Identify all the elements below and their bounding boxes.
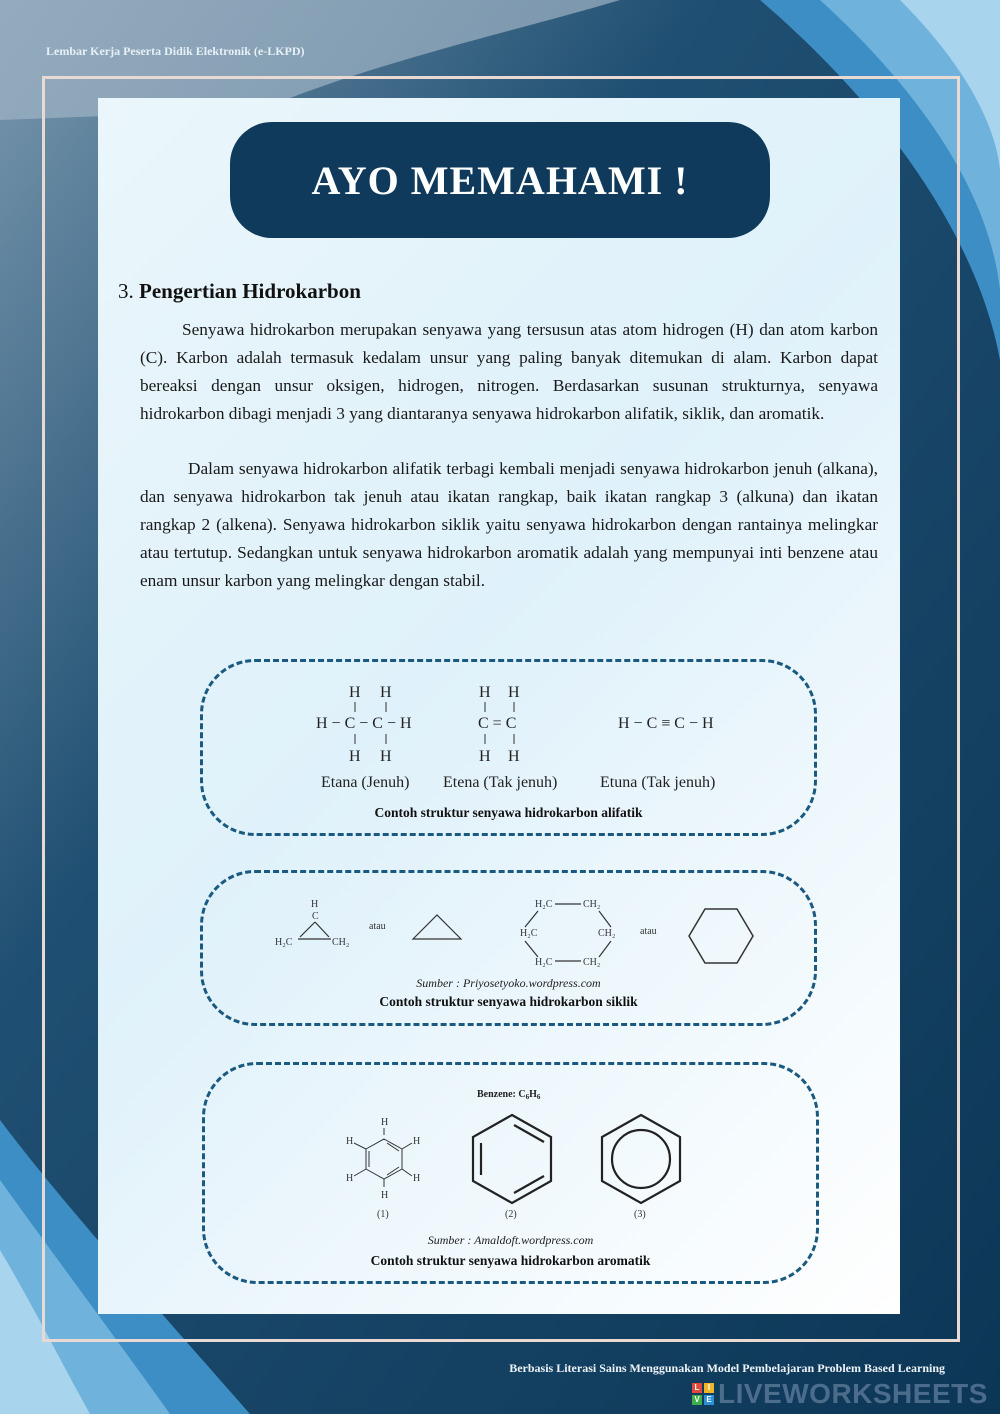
- atom-label: H: [380, 748, 392, 765]
- section-title: Pengertian Hidrokarbon: [139, 279, 361, 303]
- label-etena: Etena (Tak jenuh): [443, 774, 558, 791]
- title-banner: [230, 122, 770, 238]
- atom-label: H: [479, 748, 491, 765]
- atom-label: H: [349, 684, 361, 701]
- atom-label: H − C ≡ C − H: [618, 715, 714, 732]
- atom-label: atau: [369, 921, 386, 932]
- aromatic-structures: [205, 1077, 822, 1237]
- label-etuna: Etuna (Tak jenuh): [600, 774, 716, 791]
- atom-label: H₂C: [535, 899, 553, 910]
- benzene-ring-1: [366, 1139, 402, 1179]
- aromatic-circle: [612, 1130, 670, 1188]
- atom-label: CH₂: [332, 937, 350, 948]
- atom-label: H: [381, 1190, 389, 1201]
- atom-label: H₂C: [535, 957, 553, 968]
- figure-siklik: [200, 870, 817, 1026]
- atom-label: H: [413, 1173, 421, 1184]
- header-text: Lembar Kerja Peserta Didik Elektronik (e-LKPD): [46, 44, 305, 58]
- atom-label: H: [349, 748, 361, 765]
- atom-label: H: [508, 684, 520, 701]
- atom-label: H: [380, 684, 392, 701]
- benzene-ring-2: [473, 1115, 551, 1203]
- atom-label: CH₂: [583, 957, 601, 968]
- atom-label: H₂C: [520, 928, 538, 939]
- atom-label: C = C: [478, 715, 517, 732]
- footer-text: Berbasis Literasi Sains Menggunakan Model Pembelajaran Problem Based Learning: [509, 1361, 945, 1375]
- atom-label: H − C − C − H: [316, 715, 412, 732]
- figure-aromatik: [202, 1062, 819, 1284]
- atom-label: H₂C: [275, 937, 293, 948]
- page-title: AYO MEMAHAMI !: [311, 157, 689, 203]
- atom-label: H: [311, 899, 319, 910]
- paragraph-1: Senyawa hidrokarbon merupakan senyawa yang tersusun atas atom hidrogen (H) dan atom karbon (C). Karbon adalah termasuk kedalam unsur yang paling banyak ditemukan di alam. Karbon dapat bereaksi dengan unsur oksigen, hidrogen, nitrogen. Berdasarkan susunan strukturnya, senyawa hidrokarbon dibagi menjadi 3 yang diantaranya senyawa hidrokarbon alifatik, siklik, dan aromatik.: [140, 320, 878, 423]
- cyclic-structures: [203, 889, 820, 989]
- atom-label: H: [346, 1173, 354, 1184]
- source-aromatik: Sumber : Amaldoft.wordpress.com: [427, 1233, 594, 1247]
- liveworksheets-watermark: [692, 1378, 988, 1410]
- caption-siklik: Contoh struktur senyawa hidrokarbon siklik: [379, 994, 638, 1009]
- triangle-shape: [413, 915, 461, 939]
- label-etana: Etana (Jenuh): [321, 774, 410, 791]
- number-1: (1): [377, 1209, 389, 1220]
- logo-letter: L: [692, 1383, 702, 1393]
- section-number: 3.: [118, 279, 134, 303]
- benzene-title: Benzene: $C_6H_6$: [477, 1089, 541, 1101]
- atom-label: H: [346, 1136, 354, 1147]
- benzene-ring-3: [602, 1115, 680, 1203]
- atom-label: H: [479, 684, 491, 701]
- hexagon-shape: [689, 909, 753, 963]
- section-heading: [118, 279, 361, 304]
- logo-letter: I: [704, 1383, 714, 1393]
- atom-label: atau: [640, 926, 657, 937]
- atom-label: H: [508, 748, 520, 765]
- paragraph-2: Dalam senyawa hidrokarbon alifatik terbagi kembali menjadi senyawa hidrokarbon jenuh (alkana), dan senyawa hidrokarbon tak jenuh atau ikatan rangkap, baik ikatan rangkap 3 (alkuna) dan ikatan rangkap 2 (alkena). Senyawa hidrokarbon siklik yaitu senyawa hidrokarbon dengan rantainya melingkar atau tertutup. Sedangkan untuk senyawa hidrokarbon aromatik adalah yang mempunyai inti benzene atau enam unsur karbon yang melingkar dengan stabil.: [140, 459, 878, 590]
- atom-label: H: [413, 1136, 421, 1147]
- figure-alifatik: [200, 659, 817, 836]
- atom-label: CH₂: [598, 928, 616, 939]
- aliphatic-structures: [203, 672, 820, 782]
- number-2: (2): [505, 1209, 517, 1220]
- atom-label: CH₂: [583, 899, 601, 910]
- number-3: (3): [634, 1209, 646, 1220]
- atom-label: C: [312, 911, 319, 922]
- liveworksheets-text: LIVEWORKSHEETS: [718, 1378, 988, 1409]
- liveworksheets-logo-icon: [692, 1383, 714, 1405]
- logo-letter: E: [704, 1395, 714, 1405]
- caption-aromatik: Contoh struktur senyawa hidrokarbon aromatik: [370, 1253, 651, 1268]
- source-siklik: Sumber : Priyosetyoko.wordpress.com: [416, 976, 601, 990]
- atom-label: H: [381, 1117, 389, 1128]
- logo-letter: V: [692, 1395, 702, 1405]
- caption-alifatik: Contoh struktur senyawa hidrokarbon alifatik: [374, 805, 643, 820]
